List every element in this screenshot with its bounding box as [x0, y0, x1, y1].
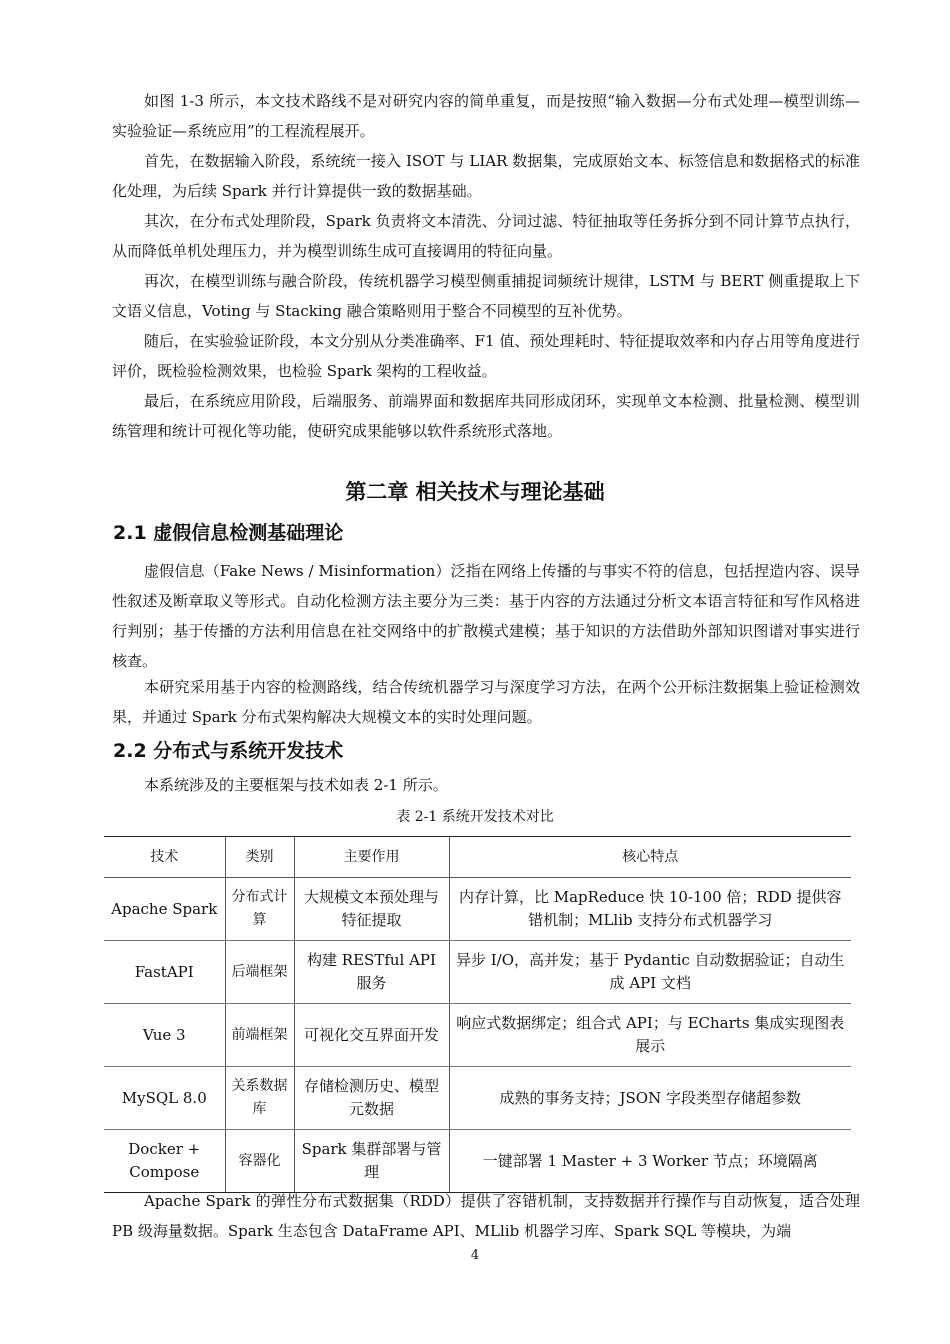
cell-core-features: 成熟的事务支持；JSON 字段类型存储超参数: [449, 1067, 851, 1130]
section-2-1-title: 2.1 虚假信息检测基础理论: [113, 522, 344, 544]
cell-core-features: 一键部署 1 Master + 3 Worker 节点；环境隔离: [449, 1130, 851, 1193]
cell-core-features: 内存计算，比 MapReduce 快 10-100 倍；RDD 提供容错机制；MLlib 支持分布式机器学习: [449, 878, 851, 941]
paragraph-table-intro: 本系统涉及的主要框架与技术如表 2-1 所示。: [144, 776, 448, 794]
cell-main-role: Spark 集群部署与管理: [294, 1130, 449, 1193]
cell-main-role: 可视化交互界面开发: [294, 1004, 449, 1067]
paragraph-data-input: 首先，在数据输入阶段，系统统一接入 ISOT 与 LIAR 数据集，完成原始文本、标签信息和数据格式的标准化处理，为后续 Spark 并行计算提供一致的数据基础。: [112, 152, 860, 200]
paragraph-technical-route: 如图 1-3 所示，本文技术路线不是对研究内容的简单重复，而是按照“输入数据—分布式处理—模型训练—实验验证—系统应用”的工程流程展开。: [112, 92, 860, 140]
section-2-2-title: 2.2 分布式与系统开发技术: [113, 740, 344, 762]
cell-category: 容器化: [225, 1130, 294, 1193]
page-number: 4: [470, 1248, 480, 1263]
cell-core-features: 异步 I/O，高并发；基于 Pydantic 自动数据验证；自动生成 API 文档: [449, 941, 851, 1004]
paragraph-distributed-processing: 其次，在分布式处理阶段，Spark 负责将文本清洗、分词过滤、特征抽取等任务拆分到不同计算节点执行，从而降低单机处理压力，并为模型训练生成可直接调用的特征向量。: [112, 212, 860, 260]
cell-main-role: 构建 RESTful API 服务: [294, 941, 449, 1004]
cell-technology: MySQL 8.0: [104, 1067, 225, 1130]
table-caption: 表 2-1 系统开发技术对比: [396, 809, 554, 825]
paragraph-experiment-validation: 随后，在实验验证阶段，本文分别从分类准确率、F1 值、预处理耗时、特征提取效率和内存占用等角度进行评价，既检验检测效果，也检验 Spark 架构的工程收益。: [112, 332, 860, 380]
table-row: [104, 1067, 851, 1130]
header-main-role: 主要作用: [294, 837, 449, 878]
paragraph-spark-rdd: Apache Spark 的弹性分布式数据集（RDD）提供了容错机制，支持数据并行操作与自动恢复，适合处理 PB 级海量数据。Spark 生态包含 DataFrame API、MLlib 机器学习库、Spark SQL 等模块，为端: [112, 1192, 860, 1240]
cell-main-role: 存储检测历史、模型元数据: [294, 1067, 449, 1130]
cell-category: 前端框架: [225, 1004, 294, 1067]
paragraph-model-training: 再次，在模型训练与融合阶段，传统机器学习模型侧重捕捉词频统计规律，LSTM 与 BERT 侧重提取上下文语义信息，Voting 与 Stacking 融合策略则用于整合不同模型的互补优势。: [112, 272, 860, 320]
cell-technology: Docker + Compose: [104, 1130, 225, 1193]
paragraph-system-application: 最后，在系统应用阶段，后端服务、前端界面和数据库共同形成闭环，实现单文本检测、批量检测、模型训练管理和统计可视化等功能，使研究成果能够以软件系统形式落地。: [112, 392, 860, 440]
table-row: [104, 941, 851, 1004]
cell-technology: Vue 3: [104, 1004, 225, 1067]
table-header-row: [104, 837, 851, 878]
cell-technology: Apache Spark: [104, 878, 225, 941]
header-core-features: 核心特点: [449, 837, 851, 878]
cell-technology: FastAPI: [104, 941, 225, 1004]
cell-category: 分布式计算: [225, 878, 294, 941]
cell-main-role: 大规模文本预处理与特征提取: [294, 878, 449, 941]
paragraph-research-approach: 本研究采用基于内容的检测路线，结合传统机器学习与深度学习方法，在两个公开标注数据集上验证检测效果，并通过 Spark 分布式架构解决大规模文本的实时处理问题。: [112, 678, 860, 726]
paragraph-fake-news-definition: 虚假信息（Fake News / Misinformation）泛指在网络上传播的与事实不符的信息，包括捏造内容、误导性叙述及断章取义等形式。自动化检测方法主要分为三类：基于内容的方法通过分析文本语言特征和写作风格进行判别；基于传播的方法利用信息在社交网络中的扩散模式建模；基于知识的方法借助外部知识图谱对事实进行核查。: [112, 562, 860, 670]
cell-core-features: 响应式数据绑定；组合式 API；与 ECharts 集成实现图表展示: [449, 1004, 851, 1067]
tech-comparison-table: [104, 836, 851, 1193]
table-row: [104, 878, 851, 941]
cell-category: 后端框架: [225, 941, 294, 1004]
table-row: [104, 1130, 851, 1193]
header-category: 类别: [225, 837, 294, 878]
chapter-title: 第二章 相关技术与理论基础: [345, 480, 605, 504]
table-row: [104, 1004, 851, 1067]
header-technology: 技术: [104, 837, 225, 878]
cell-category: 关系数据库: [225, 1067, 294, 1130]
